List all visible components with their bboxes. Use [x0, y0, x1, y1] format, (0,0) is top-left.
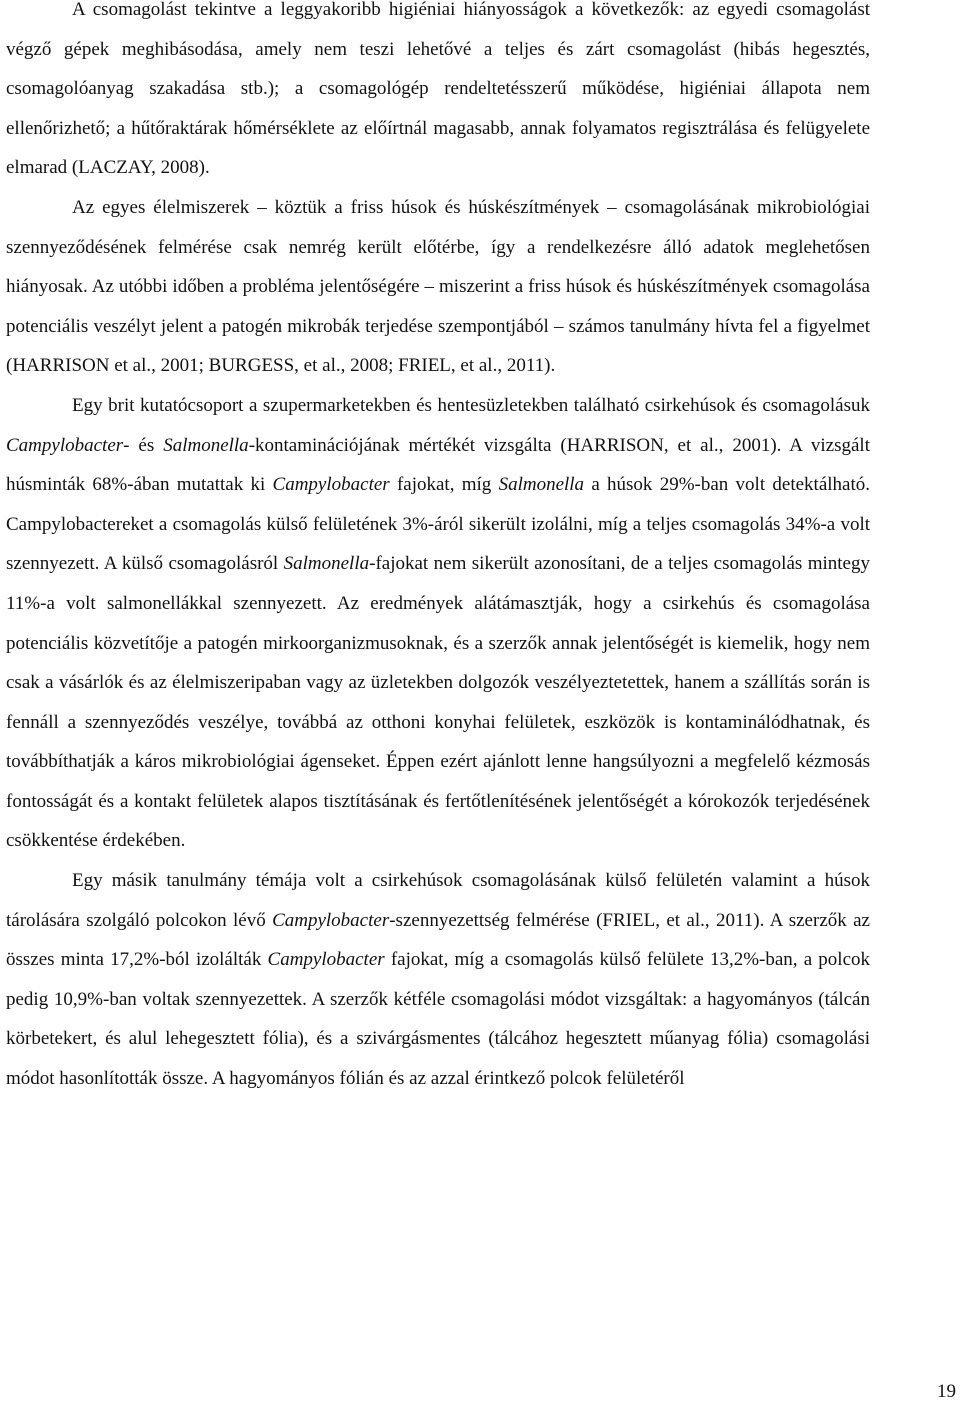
italic-term: Salmonella	[498, 474, 585, 496]
text-run: Egy másik tanulmány témája volt a csirkehúsok csomagolásának külső felületén valamint a húsok tárolására szolgáló polcokon lévő	[6, 870, 870, 931]
paragraph-microbial-contamination	[6, 188, 870, 386]
text-run: Az egyes élelmiszerek – köztük a friss húsok és húskészítmények – csomagolásának mikrobiológiai szennyeződésének felmérése csak nemrég került előtérbe, így a rendelkezésre álló adatok meglehetősen hiányosak. Az utóbbi időben a probléma jelentőségére – miszerint a friss húsok és húskészítmények csomagolása potenciális veszélyt jelent a patogén mikrobák terjedése szempontjából – számos tanulmány hívta fel a figyelmet (HARRISON et al., 2001; BURGESS, et al., 2008; FRIEL, et al., 2011).	[6, 196, 870, 377]
text-run: - és	[123, 434, 164, 456]
italic-term: Campylobacter	[272, 909, 390, 931]
text-run: a húsok 29%-ban volt detektálható. Campylobactereket a csomagolás külső felületének 3%-áról sikerült izolálni, míg a teljes csomagolás 34%-a volt szennyezett. A külső csomagolásról	[6, 474, 870, 575]
italic-term: Campylobacter	[267, 949, 385, 971]
text-run: -kontaminációjának mértékét vizsgálta (HARRISON, et al., 2001). A vizsgált húsminták 68%-ában mutattak ki	[6, 434, 870, 496]
paragraph-friel-study	[6, 861, 870, 1099]
paragraph-packaging-hygiene	[6, 0, 870, 188]
paragraph-british-study	[6, 386, 870, 861]
italic-term: Campylobacter	[272, 474, 390, 496]
text-run: -szennyezettség felmérése (FRIEL, et al., 2011). A szerzők az összes minta 17,2%-ból izolálták	[6, 909, 870, 971]
text-run: Egy brit kutatócsoport a szupermarketekben és hentesüzletekben található csirkehúsok és csomagolásuk	[72, 394, 870, 416]
text-run: A csomagolást tekintve a leggyakoribb higiéniai hiányosságok a következők: az egyedi csomagolást végző gépek meghibásodása, amely nem teszi lehetővé a teljes és zárt csomagolást (hibás hegesztés, csomagolóanyag szakadása stb.); a csomagológép rendeltetésszerű működése, higiéniai állapota nem ellenőrizhető; a hűtőraktárak hőmérséklete az előírtnál magasabb, annak folyamatos regisztrálása és felügyelete elmarad (LACZAY, 2008).	[6, 0, 870, 179]
italic-term: Campylobacter	[6, 434, 124, 456]
italic-term: Salmonella	[163, 434, 249, 456]
italic-term: Salmonella	[283, 553, 370, 575]
page-number: 19	[937, 1381, 956, 1402]
text-run: -fajokat nem sikerült azonosítani, de a teljes csomagolás mintegy 11%-a volt salmonellákkal szennyezett. Az eredmények alátámasztják, hogy a csirkehús és csomagolása potenciális közvetítője a patogén mirkoorganizmusoknak, és a szerzők annak jelentőségét is kiemelik, hogy nem csak a vásárlók és az élelmiszeripaban vagy az üzletekben dolgozók veszélyeztetettek, hanem a szállítás során is fennáll a szennyeződés veszélye, továbbá az otthoni konyhai felületek, eszközök is kontaminálódhatnak, és továbbíthatják a káros mikrobiológiai ágenseket. Éppen ezért ajánlott lenne hangsúlyozni a megfelelő kézmosás fontosságát és a kontakt felületek alapos tisztításának és fertőtlenítésének jelentőségét a kórokozók terjedésének csökkentése érdekében.	[6, 553, 870, 852]
text-run: fajokat, míg	[389, 474, 499, 496]
document-page	[6, 0, 870, 1099]
text-run: fajokat, míg a csomagolás külső felülete 13,2%-ban, a polcok pedig 10,9%-ban voltak szennyezettek. A szerzők kétféle csomagolási módot vizsgáltak: a hagyományos (tálcán körbetekert, és alul lehegesztett fólia), és a szivárgásmentes (tálcához hegesztett műanyag fólia) csomagolási módot hasonlították össze. A hagyományos fólián és az azzal érintkező polcok felületéről	[6, 949, 870, 1090]
